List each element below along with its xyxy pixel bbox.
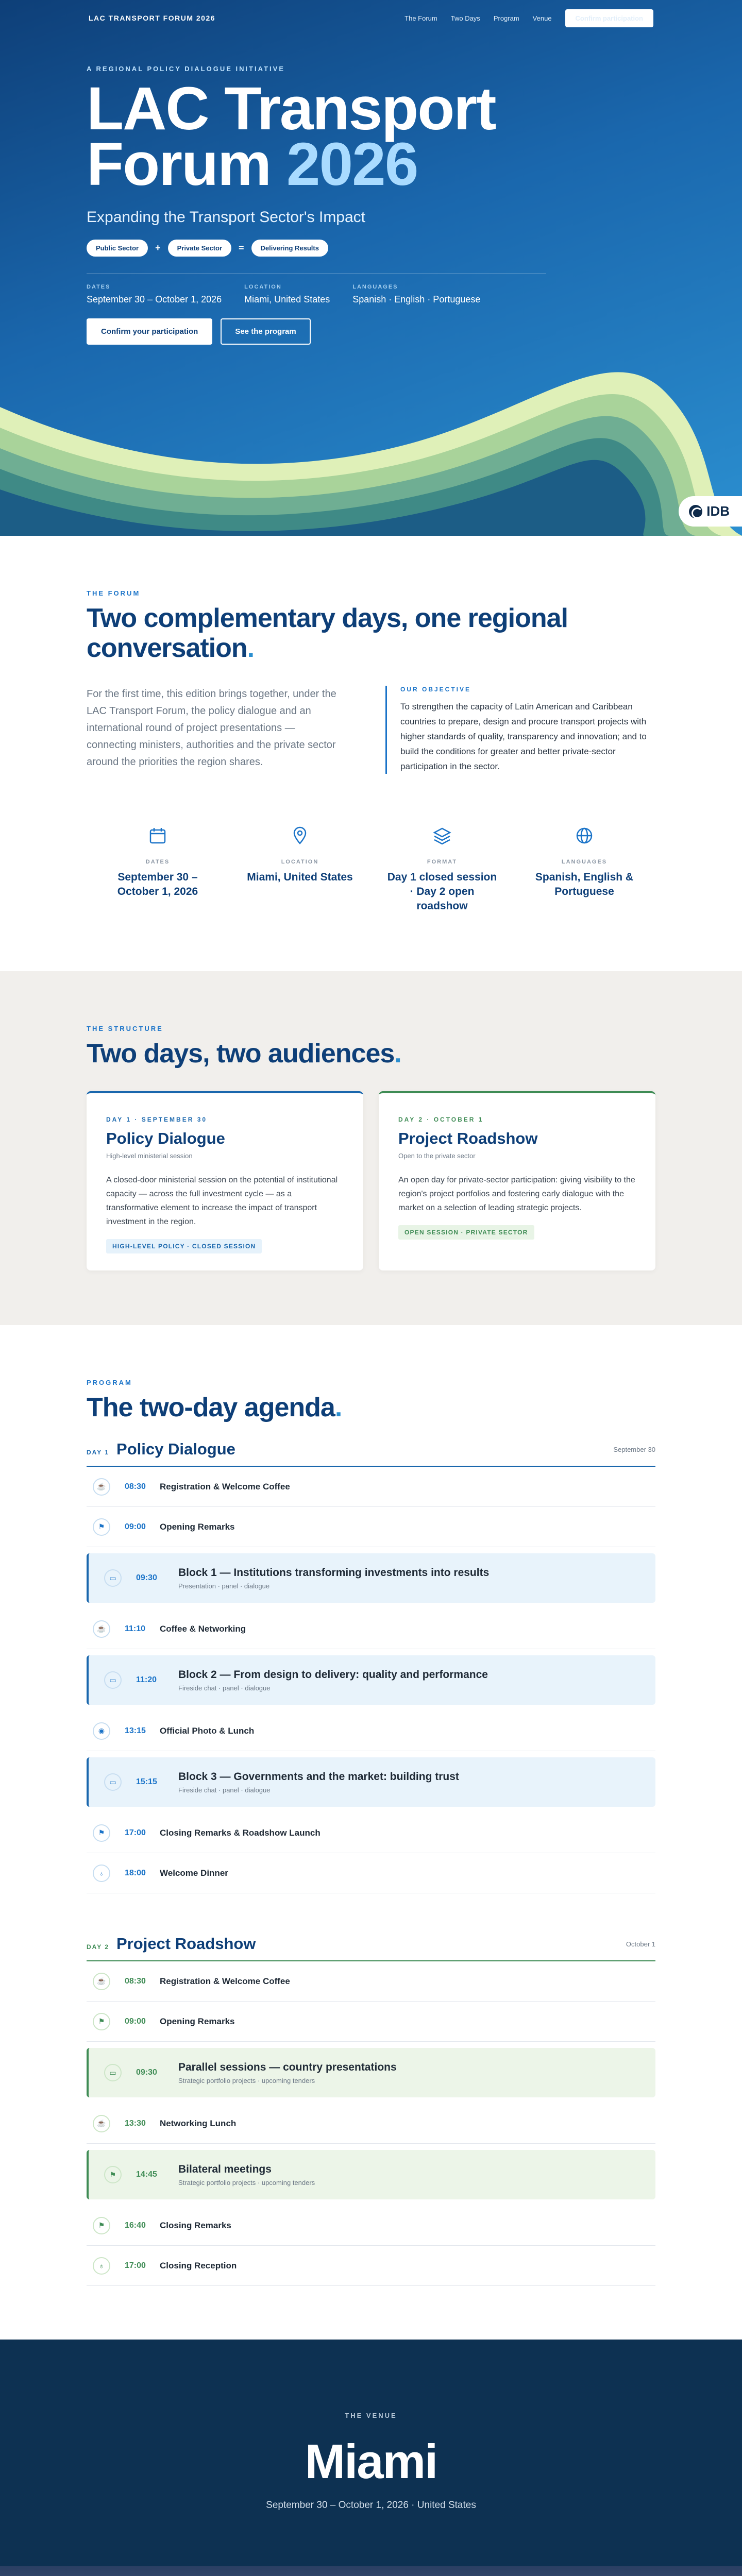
stat-languages-label: LANGUAGES	[561, 859, 608, 865]
see-program-button[interactable]: See the program	[221, 318, 310, 345]
agenda-subtitle: Strategic portfolio projects · upcoming tenders	[178, 2178, 315, 2187]
map-pin-icon	[290, 825, 310, 846]
day2-agenda-list	[87, 1961, 655, 2286]
agenda-title: Coffee & Networking	[160, 1623, 246, 1634]
agenda-block-row	[87, 1757, 655, 1807]
globe-icon	[574, 825, 595, 846]
meta-location-value: Miami, United States	[244, 294, 330, 304]
venue-dates: September 30 – October 1, 2026 · United States	[266, 2500, 476, 2511]
agenda-block-row	[87, 1553, 655, 1603]
agenda-row	[87, 1609, 655, 1649]
agenda-row	[87, 1813, 655, 1853]
nav-link-forum[interactable]: The Forum	[404, 14, 437, 22]
coffee-icon: ☕	[93, 1620, 110, 1638]
equals-sign: =	[239, 243, 244, 253]
day1-date: September 30	[613, 1445, 655, 1453]
agenda-block-row	[87, 2150, 655, 2199]
agenda-title: Closing Remarks	[160, 2220, 231, 2230]
day1-label: DAY 1	[87, 1449, 110, 1456]
agenda-title: Networking Lunch	[160, 2118, 237, 2128]
hero-subtitle: Expanding the Transport Sector's Impact	[87, 209, 366, 226]
stat-location-value: Miami, United States	[247, 871, 353, 883]
agenda-time: 13:30	[125, 2119, 146, 2128]
agenda-title: Official Photo & Lunch	[160, 1725, 255, 1736]
agenda-row	[87, 1711, 655, 1751]
hero-meta	[87, 273, 546, 305]
agenda-title: Closing Remarks & Roadshow Launch	[160, 1827, 321, 1838]
meta-languages-value: Spanish · English · Portuguese	[352, 294, 481, 304]
layers-icon	[432, 825, 452, 846]
nav-brand[interactable]: LAC TRANSPORT FORUM 2026	[89, 14, 216, 22]
coffee-icon: ☕	[93, 2115, 110, 2132]
agenda-row	[87, 2002, 655, 2042]
venue-section	[0, 2340, 742, 2576]
card-subtitle: High-level ministerial session	[106, 1152, 193, 1160]
agenda-title: The two-day agenda.	[87, 1393, 342, 1422]
agenda-time: 13:15	[125, 1726, 146, 1735]
hero-title: LAC Transport Forum 2026	[87, 75, 496, 198]
stat-languages-value: Spanish, English & Portuguese	[535, 871, 634, 897]
card-day-label: DAY 2 · OCTOBER 1	[398, 1116, 484, 1123]
agenda-time: 09:00	[125, 2016, 146, 2026]
pill-private-sector: Private Sector	[168, 240, 231, 257]
agenda-time: 09:00	[125, 1522, 146, 1531]
card-project-roadshow	[379, 1091, 655, 1270]
agenda-title: Block 2 — From design to delivery: quality and performance	[178, 1668, 488, 1681]
agenda-subtitle: Fireside chat · panel · dialogue	[178, 1786, 271, 1794]
card-title: Project Roadshow	[398, 1129, 538, 1147]
coffee-icon: ☕	[93, 1973, 110, 1990]
agenda-time: 17:00	[125, 1828, 146, 1837]
agenda-row	[87, 2206, 655, 2246]
stat-location-label: LOCATION	[281, 859, 319, 865]
agenda-row	[87, 2104, 655, 2144]
stat-languages	[528, 825, 641, 913]
chat-icon: ▭	[104, 1569, 122, 1587]
agenda-time: 08:30	[125, 1976, 146, 1986]
stat-dates-label: DATES	[145, 859, 170, 865]
agenda-time: 09:30	[136, 2068, 157, 2077]
meta-languages-label: LANGUAGES	[352, 284, 398, 290]
agenda-time: 09:30	[136, 1573, 157, 1582]
card-text: An open day for private-sector participation: giving visibility to the region's project portfolios and fostering early dialogue with the market on a selection of leading strategic projects.	[398, 1176, 635, 1212]
top-nav	[0, 0, 742, 36]
agenda-row	[87, 2246, 655, 2286]
objective-box	[385, 686, 653, 774]
calendar-icon	[147, 825, 168, 846]
card-title: Policy Dialogue	[106, 1129, 225, 1147]
confirm-participation-button[interactable]: Confirm your participation	[87, 318, 212, 345]
agenda-row	[87, 1961, 655, 2002]
flag-icon: ⚑	[93, 1518, 110, 1536]
agenda-row	[87, 1507, 655, 1547]
day1-agenda-list	[87, 1467, 655, 1893]
stat-format	[385, 825, 499, 913]
agenda-title: Block 1 — Institutions transforming investments into results	[178, 1566, 490, 1579]
card-subtitle: Open to the private sector	[398, 1152, 476, 1160]
nav-link-program[interactable]: Program	[493, 14, 519, 22]
card-tag: OPEN SESSION · PRIVATE SECTOR	[398, 1225, 534, 1240]
agenda-section	[0, 1325, 742, 2340]
coffee-icon: ☕	[93, 1478, 110, 1496]
day2-name: Project Roadshow	[116, 1935, 256, 1953]
card-text: A closed-door ministerial session on the potential of institutional capacity — across the full investment cycle — as a transformative element to increase the impact of transport investment in the region.	[106, 1176, 338, 1226]
glass-icon: ♁	[93, 1865, 110, 1882]
agenda-row	[87, 1467, 655, 1507]
agenda-title: Registration & Welcome Coffee	[160, 1976, 290, 1986]
day1-header	[87, 1440, 655, 1467]
agenda-time: 16:40	[125, 2221, 146, 2230]
plus-sign: +	[155, 243, 161, 253]
agenda-title: Parallel sessions — country presentations	[178, 2061, 397, 2073]
objective-label: OUR OBJECTIVE	[400, 686, 471, 693]
day2-date: October 1	[626, 1940, 655, 1948]
agenda-subtitle: Presentation · panel · dialogue	[178, 1582, 270, 1590]
nav-confirm-button[interactable]: Confirm participation	[565, 9, 653, 27]
agenda-block-row	[87, 2048, 655, 2097]
card-tag: HIGH-LEVEL POLICY · CLOSED SESSION	[106, 1239, 262, 1253]
miami-skyline-image	[0, 2566, 742, 2576]
flag-icon: ⚑	[93, 2013, 110, 2030]
camera-icon: ◉	[93, 1722, 110, 1740]
agenda-title: Opening Remarks	[160, 2016, 235, 2026]
agenda-time: 11:20	[136, 1675, 157, 1684]
forum-eyebrow: THE FORUM	[87, 589, 141, 597]
pill-delivering-results: Delivering Results	[251, 240, 328, 257]
meta-location-label: LOCATION	[244, 284, 282, 290]
day1-name: Policy Dialogue	[116, 1440, 235, 1458]
agenda-row	[87, 1853, 655, 1893]
agenda-block-row	[87, 1655, 655, 1705]
glass-icon: ♁	[93, 2257, 110, 2275]
hero-eyebrow: A REGIONAL POLICY DIALOGUE INITIATIVE	[87, 65, 285, 73]
chat-icon: ▭	[104, 1773, 122, 1791]
hero-wave-decoration	[0, 330, 742, 536]
stat-dates	[101, 825, 214, 913]
agenda-time: 11:10	[125, 1624, 146, 1633]
agenda-time: 14:45	[136, 2170, 157, 2179]
venue-eyebrow: THE VENUE	[345, 2412, 397, 2419]
idb-logo-icon	[689, 505, 702, 518]
flag-icon: ⚑	[93, 1824, 110, 1842]
agenda-title: Closing Reception	[160, 2260, 237, 2270]
day2-label: DAY 2	[87, 1943, 110, 1951]
chat-icon: ▭	[104, 1671, 122, 1689]
objective-text: To strengthen the capacity of Latin American and Caribbean countries to prepare, design and procure transport projects with higher standards of quality, transparency and innovation; and to build the conditions for greater and better private-sector participation in the sector.	[400, 702, 647, 771]
forum-title: Two complementary days, one regional conversation.	[87, 603, 568, 663]
agenda-title: Registration & Welcome Coffee	[160, 1481, 290, 1492]
agenda-title: Bilateral meetings	[178, 2163, 272, 2175]
agenda-title: Welcome Dinner	[160, 1868, 228, 1878]
agenda-title: Opening Remarks	[160, 1521, 235, 1532]
meta-dates-value: September 30 – October 1, 2026	[87, 294, 222, 304]
agenda-time: 18:00	[125, 1868, 146, 1877]
stat-format-label: FORMAT	[427, 859, 458, 865]
stat-dates-value: September 30 – October 1, 2026	[117, 871, 198, 897]
card-policy-dialogue	[87, 1091, 363, 1270]
stats-row	[87, 825, 655, 913]
idb-badge: IDB	[679, 496, 742, 527]
structure-title: Two days, two audiences.	[87, 1039, 401, 1069]
structure-section	[0, 971, 742, 1325]
agenda-title: Block 3 — Governments and the market: building trust	[178, 1770, 459, 1783]
flag-icon: ⚑	[93, 2217, 110, 2234]
card-day-label: DAY 1 · SEPTEMBER 30	[106, 1116, 208, 1123]
hero-pills	[87, 240, 655, 257]
agenda-time: 17:00	[125, 2261, 146, 2270]
day2-header	[87, 1935, 655, 1961]
agenda-time: 08:30	[125, 1482, 146, 1491]
venue-city: Miami	[305, 2434, 437, 2488]
stat-location	[243, 825, 357, 913]
flag-icon: ⚑	[104, 2166, 122, 2183]
agenda-subtitle: Strategic portfolio projects · upcoming tenders	[178, 2076, 315, 2084]
stat-format-value: Day 1 closed session · Day 2 open roadshow	[387, 871, 497, 912]
agenda-eyebrow: PROGRAM	[87, 1379, 132, 1386]
agenda-subtitle: Fireside chat · panel · dialogue	[178, 1684, 271, 1692]
structure-eyebrow: THE STRUCTURE	[87, 1025, 163, 1032]
nav-link-two-days[interactable]: Two Days	[450, 14, 480, 22]
hero-section	[0, 0, 742, 536]
nav-link-venue[interactable]: Venue	[532, 14, 552, 22]
pill-public-sector: Public Sector	[87, 240, 148, 257]
chat-icon: ▭	[104, 2064, 122, 2081]
forum-lead: For the first time, this edition brings together, under the LAC Transport Forum, the policy dialogue and an international round of project presentations — connecting ministers, authorities and the private sector around the priorities the region shares.	[87, 688, 336, 768]
meta-dates-label: DATES	[87, 284, 111, 290]
forum-section	[0, 536, 742, 971]
agenda-time: 15:15	[136, 1777, 157, 1786]
